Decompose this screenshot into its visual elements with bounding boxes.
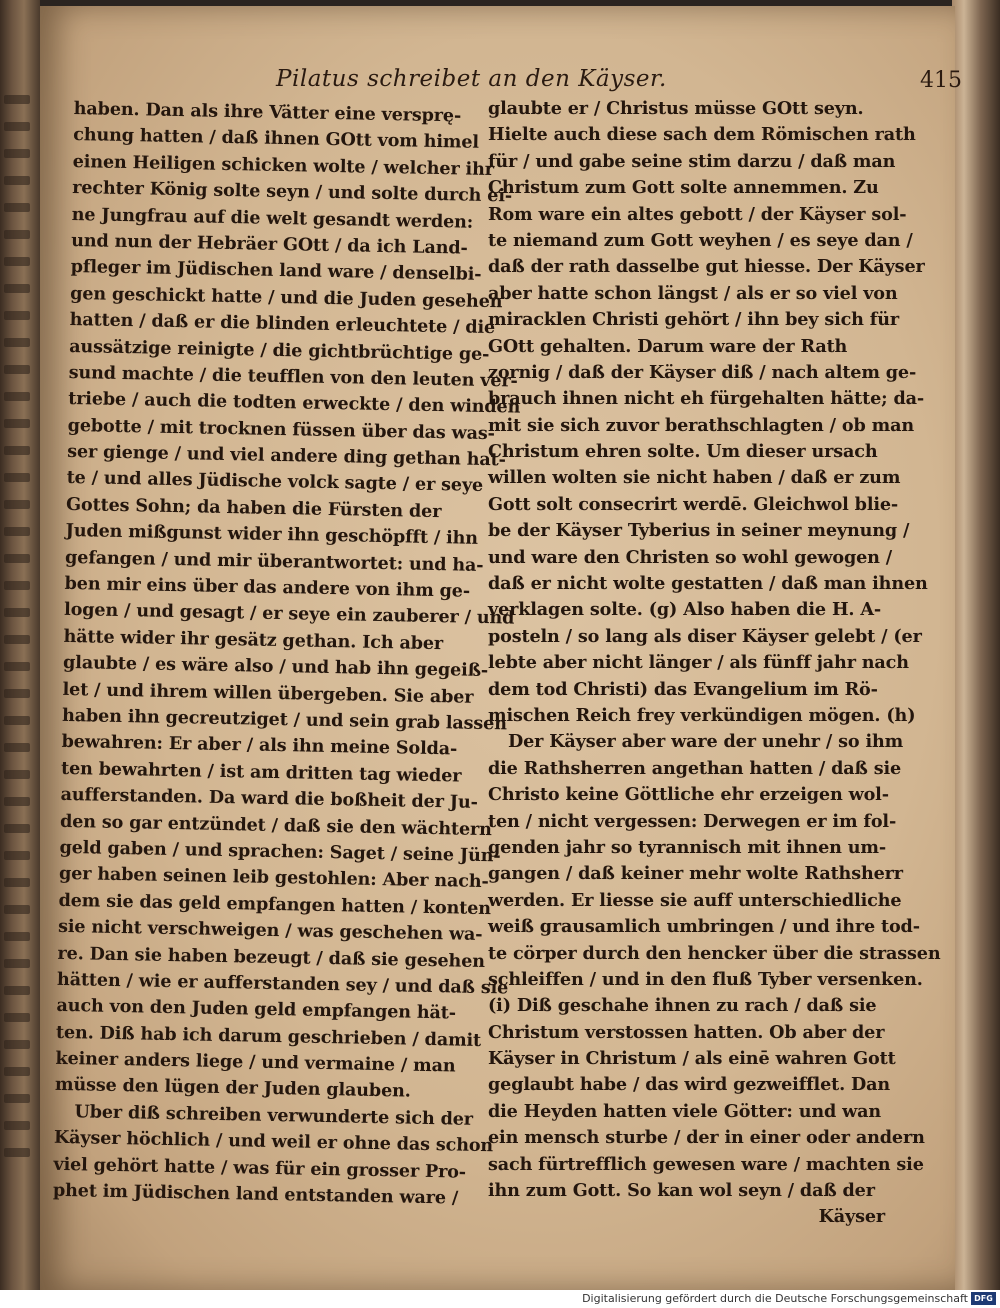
text-line: zornig / daß der Käyser diß / nach altem ge- — [488, 361, 917, 383]
text-line: Christum ehren solte. Um dieser ursach — [488, 441, 878, 463]
text-line: haben. Dan als ihre Vätter eine versprę- — [73, 97, 462, 127]
previous-page-text-fragment — [4, 230, 30, 239]
previous-page-text-fragment — [4, 1121, 30, 1130]
text-line: miracklen Christi gehört / ihn bey sich für — [488, 309, 899, 331]
text-line: gangen / daß keiner mehr wolte Rathsherr — [488, 863, 903, 885]
text-line: und nun der Hebräer GOtt / da ich Land- — [71, 229, 468, 259]
text-line: GOtt gehalten. Darum ware der Rath — [488, 335, 848, 357]
text-line: glaubte / es wäre also / und hab ihn gegeiß- — [62, 652, 489, 682]
previous-page-text-fragment — [4, 527, 30, 536]
text-line: werden. Er liesse sie auff unterschiedliche — [488, 889, 902, 911]
book-fore-edge — [952, 0, 1000, 1290]
text-line: genden jahr so tyrannisch mit ihnen um- — [488, 836, 887, 858]
text-line: rechter König solte seyn / und solte durch ei- — [72, 177, 513, 207]
text-line: re. Dan sie haben bezeugt / daß sie gesehen — [57, 942, 486, 972]
text-line: ne Jungfrau auf die welt gesandt werden: — [71, 203, 474, 233]
text-line: und ware den Christen so wohl gewogen / — [488, 546, 893, 568]
text-line: sach fürtrefflich gewesen ware / machten sie — [488, 1153, 924, 1175]
text-line: gebotte / mit trocknen füssen über das was- — [67, 414, 495, 444]
text-line: einen Heiligen schicken wolte / welcher ihr — [72, 150, 495, 180]
previous-page-text-fragment — [4, 176, 30, 185]
page-number: 415 — [920, 68, 962, 93]
text-line: geld gaben / und sprachen: Saget / seine Jün- — [59, 836, 501, 867]
text-line: aufferstanden. Da ward die boßheit der Ju- — [60, 784, 478, 814]
previous-page-text-fragment — [4, 149, 30, 158]
text-line: te niemand zum Gott weyhen / es seye dan / — [488, 229, 913, 251]
text-line: verklagen solte. (g) Also haben die H. A- — [488, 599, 882, 621]
text-line: den so gar entzündet / daß sie den wächtern — [59, 810, 492, 840]
text-line: let / und ihrem willen übergeben. Sie aber — [62, 678, 474, 708]
previous-page-text-fragment — [4, 581, 30, 590]
text-line: Christo keine Göttliche ehr erzeigen wol- — [488, 784, 889, 806]
text-line: hätte wider ihr gesätz gethan. Ich aber — [63, 625, 444, 654]
previous-page-text-fragment — [4, 500, 30, 509]
previous-page-text-fragment — [4, 1013, 30, 1022]
previous-page-text-fragment — [4, 365, 30, 374]
text-line: pfleger im Jüdischen land ware / denselbi- — [70, 256, 482, 286]
text-line: gefangen / und mir überantwortet: und ha- — [64, 546, 484, 576]
previous-page-text-fragment — [4, 716, 30, 725]
text-line: gen geschickt hatte / und die Juden gesehen — [70, 282, 503, 312]
previous-page-text-fragment — [4, 770, 30, 779]
text-line: be der Käyser Tyberius in seiner meynung / — [488, 520, 910, 542]
text-line: müsse den lügen der Juden glauben. — [54, 1074, 411, 1103]
previous-page-text-fragment — [4, 1094, 30, 1103]
text-line: Käyser höchlich / und weil er ohne das schon — [53, 1127, 494, 1157]
running-header: Pilatus schreibet an den Käyser. — [276, 66, 667, 92]
previous-page-text-fragment — [4, 797, 30, 806]
text-line: mit sie sich zuvor berathschlagten / ob man — [488, 414, 914, 436]
text-line: phet im Jüdischen land entstanden ware / — [52, 1179, 459, 1209]
text-line: bewahren: Er aber / als ihn meine Solda- — [61, 731, 458, 760]
previous-page-text-fragment — [4, 689, 30, 698]
text-line: aber hatte schon längst / als er so viel von — [488, 282, 898, 304]
text-line: ger haben seinen leib gestohlen: Aber nach- — [58, 863, 489, 893]
right-text-column — [488, 96, 941, 1231]
previous-page-text-fragment — [4, 662, 30, 671]
text-line: geglaubt habe / das wird gezweifflet. Dan — [488, 1074, 891, 1096]
previous-page-text-fragment — [4, 608, 30, 617]
text-line: chung hatten / daß ihnen GOtt vom himel — [73, 124, 480, 154]
text-line: (i) Diß geschahe ihnen zu rach / daß sie — [488, 995, 877, 1017]
text-line: die Rathsherren angethan hatten / daß sie — [488, 757, 902, 779]
text-line: lebte aber nicht länger / als fünff jahr nach — [488, 652, 909, 674]
text-line: Der Käyser aber ware der unehr / so ihm — [508, 731, 904, 753]
text-line: ein mensch sturbe / der in einer oder andern — [488, 1127, 925, 1149]
previous-page-text-fragment — [4, 311, 30, 320]
previous-page-text-fragment — [4, 257, 30, 266]
text-line: glaubte er / Christus müsse GOtt seyn. — [488, 98, 864, 119]
text-line: ten. Diß hab ich darum geschrieben / damit — [55, 1021, 482, 1051]
text-line: weiß grausamlich umbringen / und ihre tod- — [488, 916, 920, 938]
text-line: Gott solt consecrirt werdē. Gleichwol blie- — [488, 493, 899, 515]
text-line: dem tod Christi) das Evangelium im Rö- — [488, 678, 878, 700]
dfg-logo: DFG — [971, 1292, 996, 1305]
text-line: brauch ihnen nicht eh fürgehalten hätte; da- — [488, 388, 925, 410]
text-line: te cörper durch den hencker über die strassen — [488, 942, 941, 964]
text-line: daß der rath dasselbe gut hiesse. Der Käyser — [488, 256, 925, 278]
previous-page-text-fragment — [4, 392, 30, 401]
text-line: auch von den Juden geld empfangen hät- — [56, 995, 457, 1024]
text-line: Christum verstossen hatten. Ob aber der — [488, 1021, 885, 1043]
left-text-column — [52, 96, 521, 1212]
footer-credit: Digitalisierung gefördert durch die Deutsche Forschungsgemeinschaft — [582, 1292, 968, 1305]
previous-page-text-fragment — [4, 419, 30, 428]
text-line: Gottes Sohn; da haben die Fürsten der — [65, 493, 442, 522]
text-line: willen wolten sie nicht haben / daß er zum — [488, 467, 901, 489]
previous-page-text-fragment — [4, 932, 30, 941]
text-line: keiner anders liege / und vermaine / man — [55, 1047, 456, 1077]
previous-page-text-fragment — [4, 743, 30, 752]
text-line: mischen Reich frey verkündigen mögen. (h) — [488, 704, 916, 726]
text-line: Juden mißgunst wider ihn geschöpfft / ihn — [65, 520, 479, 550]
text-line: Käyser — [818, 1206, 885, 1228]
text-line: haben ihn gecreutziget / und sein grab lassen — [61, 704, 508, 735]
text-line: für / und gabe seine stim darzu / daß man — [488, 150, 896, 172]
text-line: hätten / wie er aufferstanden sey / und daß sie — [56, 968, 509, 999]
text-line: Rom ware ein altes gebott / der Käyser sol- — [488, 203, 907, 225]
previous-page-text-fragment — [4, 905, 30, 914]
previous-page-edge — [0, 0, 40, 1290]
previous-page-text-fragment — [4, 122, 30, 131]
text-line: ten / nicht vergessen: Derwegen er im fol- — [488, 810, 897, 832]
previous-page-text-fragment — [4, 284, 30, 293]
text-line: sund machte / die teufflen von den leuten ver- — [68, 361, 518, 392]
text-line: ihn zum Gott. So kan wol seyn / daß der — [488, 1180, 875, 1202]
previous-page-text-fragment — [4, 95, 30, 104]
previous-page-text-fragment — [4, 635, 30, 644]
text-line: aussätzige reinigte / die gichtbrüchtige ge- — [68, 335, 490, 365]
previous-page-text-fragment — [4, 446, 30, 455]
text-line: viel gehört hatte / was für ein grosser Pro- — [53, 1153, 467, 1183]
text-line: daß er nicht wolte gestatten / daß man ihnen — [488, 573, 928, 595]
previous-page-text-fragment — [4, 338, 30, 347]
text-line: posteln / so lang als diser Käyser gelebt / (er — [488, 625, 922, 647]
previous-page-text-fragment — [4, 959, 30, 968]
text-line: dem sie das geld empfangen hatten / konten — [58, 889, 492, 919]
previous-page-text-fragment — [4, 1067, 30, 1076]
text-line: sie nicht verschweigen / was geschehen wa- — [57, 915, 483, 946]
text-line: logen / und gesagt / er seye ein zauberer / und — [63, 599, 515, 629]
previous-page-text-fragment — [4, 1148, 30, 1157]
text-line: Uber diß schreiben verwunderte sich der — [74, 1101, 474, 1130]
digitization-footer — [0, 1290, 1000, 1308]
text-line: ten bewahrten / ist am dritten tag wieder — [60, 757, 462, 787]
text-line: Christum zum Gott solte annemmen. Zu — [488, 177, 879, 199]
text-line: Hielte auch diese sach dem Römischen rath — [488, 124, 916, 146]
text-line: triebe / auch die todten erweckte / den winden — [67, 388, 521, 418]
text-line: hatten / daß er die blinden erleuchtete / die — [69, 309, 496, 339]
previous-page-text-fragment — [4, 1040, 30, 1049]
previous-page-text-fragment — [4, 986, 30, 995]
previous-page-text-fragment — [4, 203, 30, 212]
previous-page-text-fragment — [4, 824, 30, 833]
previous-page-text-fragment — [4, 878, 30, 887]
previous-page-text-fragment — [4, 851, 30, 860]
previous-page-text-fragment — [4, 473, 30, 482]
text-line: Käyser in Christum / als einē wahren Gott — [488, 1048, 896, 1070]
previous-page-text-fragment — [4, 554, 30, 563]
text-line: ser gienge / und viel andere ding gethan hat- — [66, 441, 506, 471]
text-line: ben mir eins über das andere von ihm ge- — [64, 572, 471, 602]
text-line: te / und alles Jüdische volck sagte / er seye — [66, 467, 484, 497]
text-line: die Heyden hatten viele Götter: und wan — [488, 1100, 882, 1122]
text-line: schleiffen / und in den fluß Tyber versenken. — [488, 968, 923, 990]
book-page — [40, 6, 962, 1290]
